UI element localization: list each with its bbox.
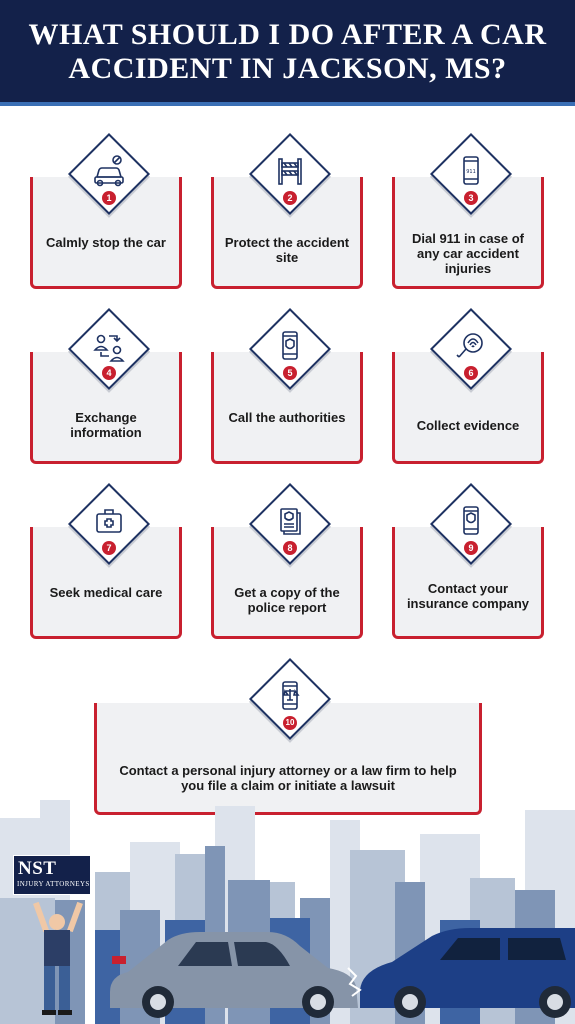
car-icon	[89, 151, 129, 191]
step-label-8: Get a copy of the police report	[234, 585, 340, 615]
step-label-7: Seek medical care	[49, 585, 163, 600]
step-badge-5: 5	[283, 366, 297, 380]
first-aid-kit-icon	[89, 501, 129, 541]
logo-name: NST	[18, 858, 57, 879]
step-badge-10: 10	[283, 716, 297, 730]
exchange-people-icon	[89, 326, 129, 366]
step-badge-7: 7	[102, 541, 116, 555]
step-badge-4: 4	[102, 366, 116, 380]
svg-text:911: 911	[466, 169, 476, 175]
step-label-2: Protect the accident site	[224, 235, 350, 265]
step-label-10: Contact a personal injury attorney or a law firm to help you file a claim or initiate a lawsuit	[119, 763, 457, 793]
step-label-9: Contact your insurance company	[406, 581, 530, 611]
step-label-1: Calmly stop the car	[46, 235, 166, 250]
police-phone-icon	[270, 326, 310, 366]
barrier-icon	[270, 151, 310, 191]
city-skyline-illustration	[0, 790, 575, 1024]
legal-scale-phone-icon	[270, 676, 310, 716]
step-badge-3: 3	[464, 191, 478, 205]
step-badge-1: 1	[102, 191, 116, 205]
step-label-4: Exchange information	[70, 410, 142, 440]
police-report-icon	[270, 501, 310, 541]
step-badge-6: 6	[464, 366, 478, 380]
header-divider	[0, 102, 575, 106]
fingerprint-icon	[451, 326, 491, 366]
insurance-phone-icon	[451, 501, 491, 541]
page-title: WHAT SHOULD I DO AFTER A CAR ACCIDENT IN JACKSON, MS?	[28, 18, 547, 85]
nst-logo	[13, 855, 91, 895]
step-badge-9: 9	[464, 541, 478, 555]
step-badge-2: 2	[283, 191, 297, 205]
step-label-6: Collect evidence	[416, 418, 520, 433]
step-label-3: Dial 911 in case of any car accident injuries	[411, 231, 524, 276]
logo-subtitle: INJURY ATTORNEYS	[17, 880, 90, 888]
step-label-5: Call the authorities	[228, 410, 346, 425]
step-badge-8: 8	[283, 541, 297, 555]
phone-911-icon	[451, 151, 491, 191]
